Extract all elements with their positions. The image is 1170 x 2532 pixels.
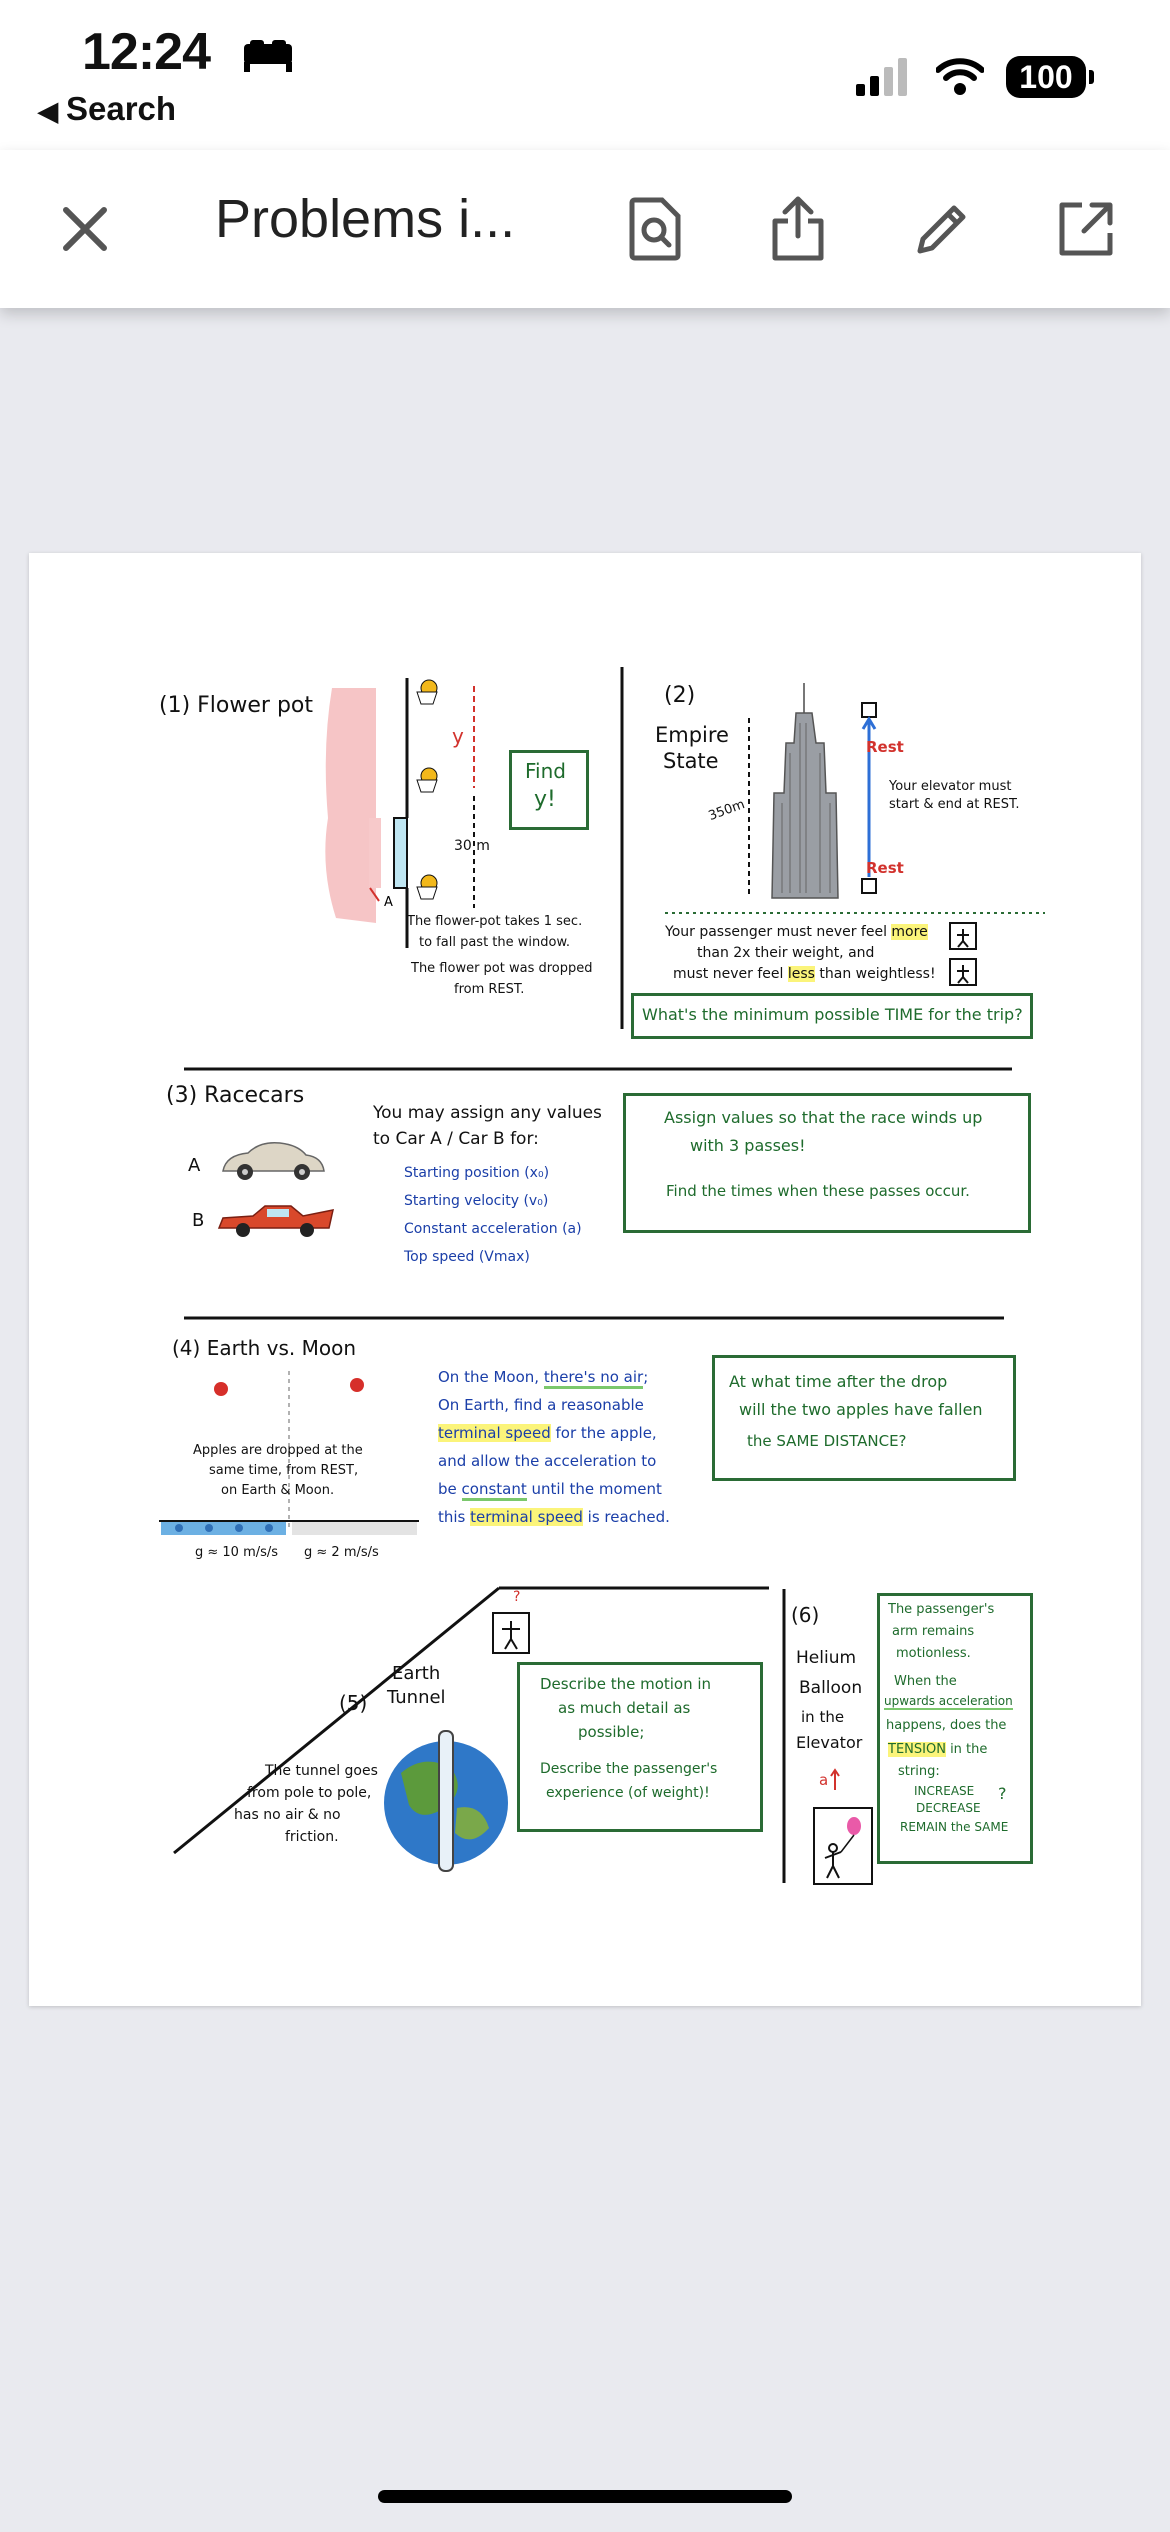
p5-question-mark: ? bbox=[513, 1589, 521, 1605]
p6-box-line4: When the bbox=[894, 1674, 957, 1689]
p5-title-line2: Tunnel bbox=[387, 1687, 446, 1708]
close-icon bbox=[62, 206, 108, 252]
open-external-icon bbox=[1056, 199, 1116, 259]
document-search-icon bbox=[628, 197, 682, 261]
p5-box-line4: Describe the passenger's bbox=[540, 1761, 718, 1777]
p4-terminal-speed-1: terminal speed bbox=[438, 1424, 551, 1442]
p2-rest-bottom: Rest bbox=[866, 859, 904, 877]
p2-line1 bbox=[665, 924, 928, 940]
back-arrow-icon: ◀ bbox=[38, 96, 58, 126]
cellular-signal-icon bbox=[856, 58, 908, 96]
find-in-document-button[interactable] bbox=[620, 194, 690, 264]
p5-tunnel-line1: The tunnel goes bbox=[265, 1763, 378, 1779]
p6-box-line5: upwards acceleration bbox=[884, 1694, 1013, 1708]
svg-text:A: A bbox=[384, 895, 393, 910]
p6-box-line6: happens, does the bbox=[886, 1718, 1007, 1733]
p2-line3-end: than weightless! bbox=[814, 966, 936, 982]
p6-title-line4: Elevator bbox=[796, 1733, 863, 1752]
p6-option-decrease: DECREASE bbox=[916, 1801, 981, 1815]
p6-box-line7 bbox=[888, 1742, 987, 1757]
p4-moon-line5-c: until the moment bbox=[526, 1480, 662, 1498]
p3-box-line3: Find the times when these passes occur. bbox=[666, 1182, 970, 1200]
p4-constant: constant bbox=[462, 1480, 527, 1501]
document-toolbar bbox=[0, 150, 1170, 308]
p4-moon-line2: On Earth, find a reasonable bbox=[438, 1396, 644, 1414]
p1-find-y: y! bbox=[534, 787, 556, 812]
p2-dotted-separator bbox=[665, 911, 1045, 915]
p2-line3 bbox=[673, 966, 936, 982]
p5-tunnel-line4: friction. bbox=[285, 1829, 339, 1845]
p2-line2: than 2x their weight, and bbox=[697, 945, 875, 961]
p4-g-earth: g ≈ 10 m/s/s bbox=[195, 1545, 279, 1560]
p3-car-b-label: B bbox=[192, 1210, 205, 1231]
p6-acceleration-label: a bbox=[819, 1771, 829, 1789]
p5-title-line1: Earth bbox=[392, 1663, 441, 1684]
p4-moon-line1-a: On the Moon, bbox=[438, 1368, 544, 1386]
share-icon bbox=[771, 196, 825, 262]
pencil-icon bbox=[912, 199, 972, 259]
p2-line3-less: less bbox=[787, 966, 815, 982]
p3-intro-line1: You may assign any values bbox=[373, 1103, 602, 1123]
p2-title-line1: Empire bbox=[655, 723, 729, 747]
p1-building-drawing bbox=[314, 668, 529, 948]
p3-intro-line2: to Car A / Car B for: bbox=[373, 1129, 539, 1149]
p6-title-line2: Balloon bbox=[799, 1678, 863, 1698]
p2-line1-text: Your passenger must never feel bbox=[665, 924, 892, 940]
p5-heading-number: (5) bbox=[339, 1691, 368, 1715]
p6-box-line3: motionless. bbox=[896, 1646, 971, 1661]
p6-number: (6) bbox=[791, 1603, 820, 1627]
p6-task-box bbox=[877, 1593, 1033, 1864]
p4-apples-line1: Apples are dropped at the bbox=[193, 1443, 363, 1458]
p2-line3-text: must never feel bbox=[673, 966, 788, 982]
edit-button[interactable] bbox=[907, 194, 977, 264]
p6-option-remain: REMAIN the SAME bbox=[900, 1820, 1009, 1834]
p6-box-line1: The passenger's bbox=[888, 1602, 995, 1617]
p2-title-line2: State bbox=[663, 749, 719, 773]
p1-desc-line4: from REST. bbox=[454, 982, 525, 997]
p4-question-line3: the SAME DISTANCE? bbox=[747, 1432, 907, 1450]
p4-g-moon: g ≈ 2 m/s/s bbox=[304, 1545, 379, 1560]
p4-question-line1: At what time after the drop bbox=[729, 1372, 948, 1391]
p2-question-box bbox=[631, 993, 1033, 1039]
back-label: Search bbox=[66, 90, 177, 127]
p4-apples-line2: same time, from REST, bbox=[209, 1463, 359, 1478]
document-page bbox=[29, 553, 1141, 2006]
p6-title-line3: in the bbox=[801, 1708, 845, 1726]
p2-passenger-icons bbox=[949, 921, 979, 987]
p1-distance: 30 m bbox=[454, 838, 490, 854]
p4-moon-line3 bbox=[438, 1424, 657, 1442]
p5-tunnel-line3: has no air & no bbox=[234, 1807, 341, 1823]
p1-find-text: Find bbox=[525, 759, 566, 783]
p4-moon-line1 bbox=[438, 1368, 648, 1386]
status-time: 12:24 bbox=[82, 23, 210, 81]
p3-option-2: Starting velocity (v₀) bbox=[404, 1193, 549, 1209]
p1-desc-line2: to fall past the window. bbox=[419, 935, 571, 950]
home-indicator[interactable] bbox=[378, 2490, 792, 2503]
p1-desc-line3: The flower pot was dropped bbox=[411, 961, 593, 976]
p3-task-box bbox=[623, 1093, 1031, 1233]
p6-tension: TENSION bbox=[888, 1742, 946, 1757]
p4-heading: (4) Earth vs. Moon bbox=[172, 1336, 357, 1360]
p5-box-line5: experience (of weight)! bbox=[546, 1785, 710, 1801]
p5-box-line3: possible; bbox=[578, 1723, 645, 1741]
share-button[interactable] bbox=[763, 194, 833, 264]
p6-option-increase: INCREASE bbox=[914, 1784, 975, 1798]
p4-moon-line3-b: for the apple, bbox=[550, 1424, 657, 1442]
p2-note-line1: Your elevator must bbox=[889, 779, 1012, 794]
p5-task-box bbox=[517, 1662, 763, 1832]
p3-box-line2: with 3 passes! bbox=[690, 1136, 806, 1155]
p6-box-line2: arm remains bbox=[892, 1624, 975, 1639]
status-bar bbox=[0, 0, 1170, 150]
p6-elevator-balloon-drawing bbox=[809, 1768, 879, 1888]
p2-line1-more: more bbox=[891, 924, 928, 940]
p3-option-3: Constant acceleration (a) bbox=[404, 1221, 582, 1237]
document-title: Problems i... bbox=[215, 189, 516, 249]
p5-box-line1: Describe the motion in bbox=[540, 1675, 712, 1693]
p2-question: What's the minimum possible TIME for the trip? bbox=[642, 1005, 1023, 1024]
p6-title-line1: Helium bbox=[796, 1648, 857, 1668]
p5-box-line2: as much detail as bbox=[558, 1699, 691, 1717]
p1-desc-line1: The flower-pot takes 1 sec. bbox=[407, 914, 583, 929]
p4-moon-line5 bbox=[438, 1480, 662, 1498]
p3-heading: (3) Racecars bbox=[166, 1083, 305, 1108]
p4-moon-no-air: there's no air bbox=[544, 1368, 643, 1389]
p2-number: (2) bbox=[664, 683, 696, 708]
p3-box-line1: Assign values so that the race winds up bbox=[664, 1108, 983, 1127]
p4-apples-line3: on Earth & Moon. bbox=[221, 1483, 335, 1498]
p2-rest-top: Rest bbox=[866, 738, 904, 756]
p1-find-box bbox=[509, 750, 589, 830]
p4-moon-line6 bbox=[438, 1508, 670, 1526]
p4-terminal-speed-2: terminal speed bbox=[470, 1508, 583, 1526]
p4-moon-line1-c: ; bbox=[643, 1368, 649, 1386]
p4-moon-line6-b: is reached. bbox=[582, 1508, 670, 1526]
open-external-button[interactable] bbox=[1051, 194, 1121, 264]
p4-question-line2: will the two apples have fallen bbox=[739, 1400, 983, 1419]
sleep-focus-icon bbox=[240, 38, 296, 74]
p2-height-label: 350m bbox=[706, 797, 747, 824]
p2-note-line2: start & end at REST. bbox=[889, 797, 1020, 812]
racecar-b-image bbox=[215, 1200, 335, 1240]
p4-question-box bbox=[712, 1355, 1016, 1481]
p4-moon-line5-a: be bbox=[438, 1480, 462, 1498]
p6-box-line8: string: bbox=[898, 1764, 940, 1779]
back-to-search-link[interactable] bbox=[38, 90, 176, 128]
p1-y-label: y bbox=[452, 724, 464, 748]
p6-question-mark: ? bbox=[998, 1784, 1007, 1803]
p4-moon-line4: and allow the acceleration to bbox=[438, 1452, 657, 1470]
p5-tunnel-line2: from pole to pole, bbox=[247, 1785, 372, 1801]
wifi-icon bbox=[936, 56, 984, 96]
close-button[interactable] bbox=[50, 194, 120, 264]
battery-indicator: 100 bbox=[1006, 56, 1086, 98]
p6-box-line7-b: in the bbox=[945, 1742, 988, 1757]
p4-moon-line6-a: this bbox=[438, 1508, 471, 1526]
p3-car-a-label: A bbox=[188, 1155, 201, 1176]
p3-option-1: Starting position (x₀) bbox=[404, 1165, 550, 1181]
p1-heading: (1) Flower pot bbox=[159, 693, 313, 718]
p3-option-4: Top speed (Vmax) bbox=[404, 1249, 530, 1265]
racecar-a-image bbox=[218, 1141, 328, 1183]
